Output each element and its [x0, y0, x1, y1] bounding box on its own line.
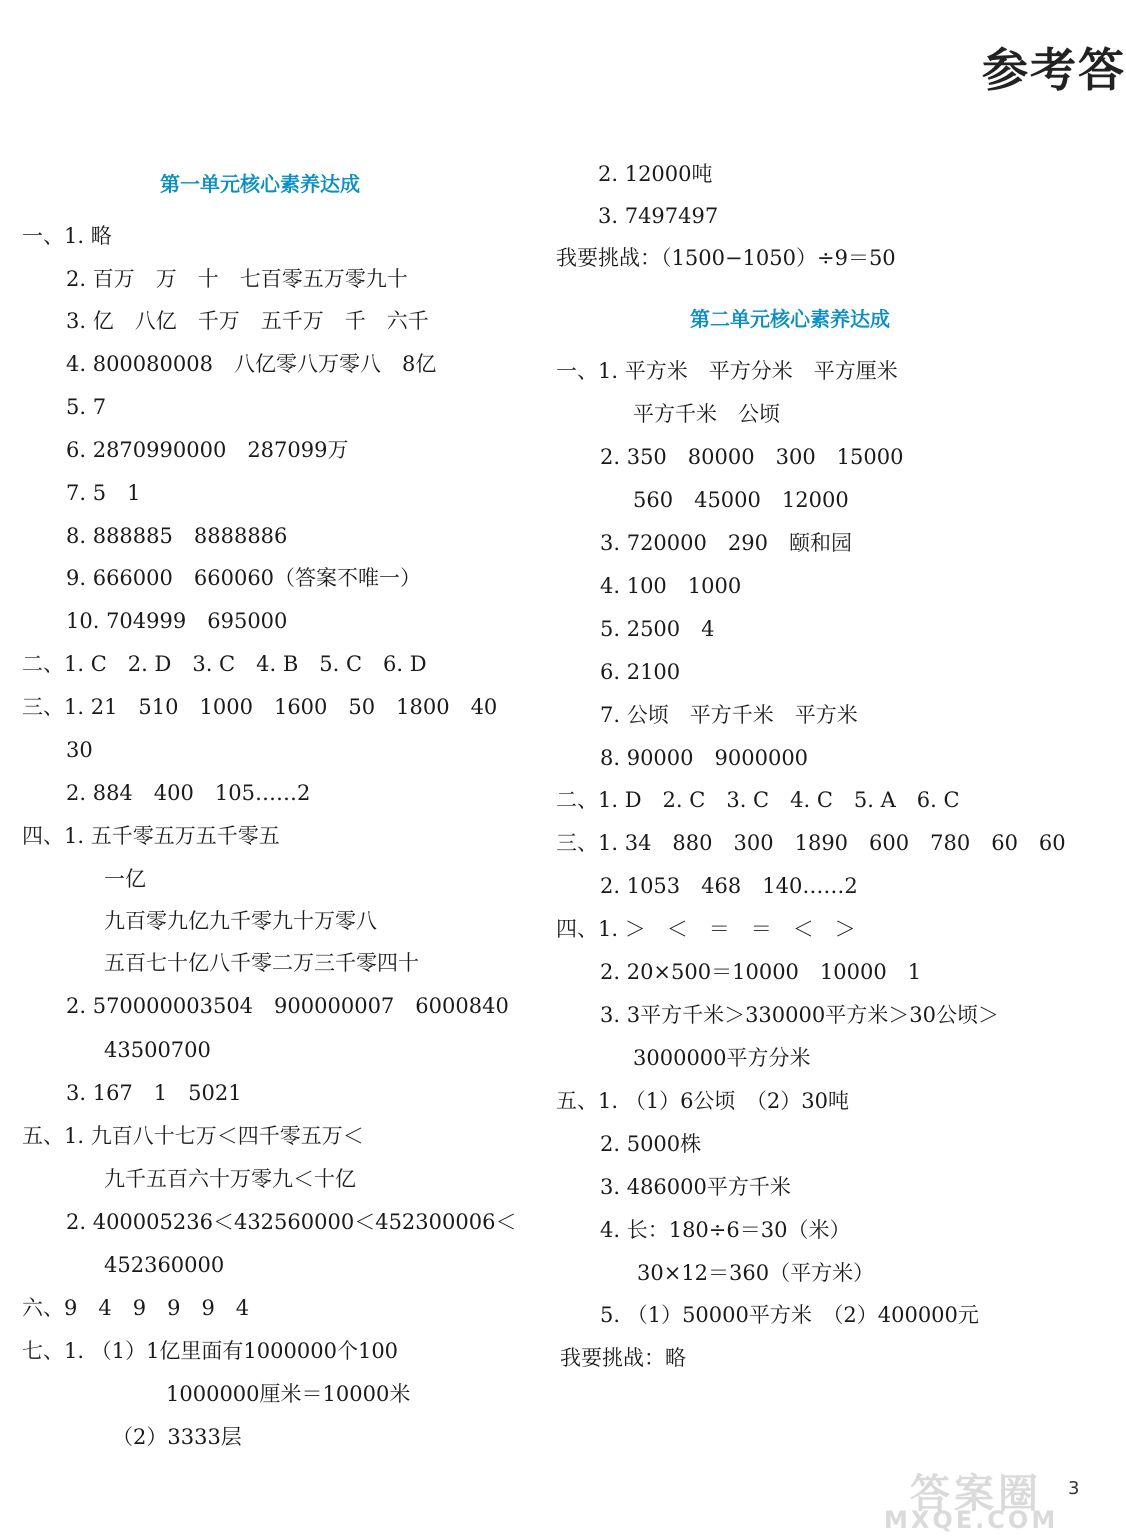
- answer-line: 三、1. 21 510 1000 1600 50 1800 40: [22, 695, 498, 719]
- page-number: 3: [1068, 1478, 1080, 1499]
- answer-line: 8. 90000 9000000: [600, 746, 809, 770]
- answer-line: 3000000平方分米: [633, 1046, 811, 1070]
- right-column: [540, 0, 1085, 1536]
- answer-line: 五百七十亿八千零二万三千零四十: [104, 951, 419, 975]
- page-title: 参考答: [982, 43, 1126, 97]
- answer-line: 五、1. （1）6公顷 （2）30吨: [556, 1089, 850, 1113]
- answer-line: 4. 800080008 八亿零八万零八 8亿: [66, 352, 437, 376]
- answer-line: 2. 百万 万 十 七百零五万零九十: [66, 267, 408, 291]
- answer-line: 四、1. ＞ ＜ ＝ ＝ ＜ ＞: [556, 917, 856, 941]
- answer-line: 四、1. 五千零五万五千零五: [22, 824, 280, 848]
- answer-line: 2. 400005236＜432560000＜452300006＜: [66, 1210, 517, 1234]
- answer-line: 4. 100 1000: [600, 574, 742, 598]
- left-column: [0, 0, 540, 1536]
- unit1-title: 第一单元核心素养达成: [160, 172, 360, 196]
- answer-line: 2. 1053 468 140……2: [600, 874, 858, 898]
- challenge-line: 我要挑战：（1500−1050）÷9＝50: [556, 246, 896, 270]
- answer-line: 一、1. 平方米 平方分米 平方厘米: [556, 359, 898, 383]
- answer-line: 一亿: [104, 867, 146, 891]
- watermark-text: 答案圈: [910, 1471, 1042, 1517]
- challenge-line: 我要挑战：略: [560, 1346, 686, 1370]
- answer-line: 2. 5000株: [600, 1132, 702, 1156]
- answer-line: 2. 570000003504 900000007 6000840: [66, 994, 509, 1018]
- watermark-url: MXQE.COM: [884, 1506, 1059, 1534]
- answer-line: 三、1. 34 880 300 1890 600 780 60 60: [556, 831, 1066, 855]
- answer-line: 3. 486000平方千米: [600, 1175, 791, 1199]
- answer-line: 平方千米 公顷: [633, 402, 780, 426]
- answer-line: 3. 720000 290 颐和园: [600, 531, 852, 555]
- answer-line: 3. 7497497: [598, 204, 719, 228]
- answer-line: 1000000厘米＝10000米: [166, 1382, 411, 1406]
- answer-line: 6. 2870990000 287099万: [66, 438, 349, 462]
- answer-line: 10. 704999 695000: [66, 609, 288, 633]
- answer-line: 4. 长：180÷6＝30（米）: [600, 1218, 851, 1242]
- answer-line: 2. 20×500＝10000 10000 1: [600, 960, 922, 984]
- answer-line: 3. 亿 八亿 千万 五千万 千 六千: [66, 309, 429, 333]
- answer-line: 30: [66, 738, 93, 762]
- answer-line: 2. 350 80000 300 15000: [600, 445, 904, 469]
- answer-line: 九千五百六十万零九＜十亿: [104, 1167, 356, 1191]
- answer-line: 43500700: [104, 1038, 211, 1062]
- answer-line: 7. 公顷 平方千米 平方米: [600, 703, 858, 727]
- answer-line: 560 45000 12000: [633, 488, 849, 512]
- answer-line: 7. 5 1: [66, 481, 141, 505]
- answer-line: 2. 884 400 105……2: [66, 781, 311, 805]
- answer-line: 6. 2100: [600, 660, 681, 684]
- answer-line: 30×12＝360（平方米）: [637, 1261, 875, 1285]
- answer-line: 二、1. C 2. D 3. C 4. B 5. C 6. D: [22, 652, 427, 676]
- answer-line: 2. 12000吨: [598, 162, 713, 186]
- answer-line: 一、1. 略: [22, 224, 112, 248]
- answer-line: 3. 167 1 5021: [66, 1081, 242, 1105]
- answer-line: 3. 3平方千米＞330000平方米＞30公顷＞: [600, 1003, 999, 1027]
- answer-line: 5. 7: [66, 395, 107, 419]
- answer-line: 8. 888885 8888886: [66, 524, 288, 548]
- watermark-logo: [880, 1462, 1085, 1536]
- answer-line: （2）3333层: [112, 1425, 242, 1449]
- answer-line: 9. 666000 660060（答案不唯一）: [66, 566, 422, 590]
- answer-line: 五、1. 九百八十七万＜四千零五万＜: [22, 1124, 364, 1148]
- answer-line: 5. 2500 4: [600, 617, 715, 641]
- answer-line: 452360000: [104, 1253, 225, 1277]
- answer-line: 六、9 4 9 9 9 4: [22, 1296, 250, 1320]
- answer-line: 七、1. （1）1亿里面有1000000个100: [22, 1339, 399, 1363]
- answer-line: 5. （1）50000平方米 （2）400000元: [600, 1303, 979, 1327]
- unit2-title: 第二单元核心素养达成: [690, 307, 890, 331]
- answer-line: 二、1. D 2. C 3. C 4. C 5. A 6. C: [556, 788, 960, 812]
- answer-line: 九百零九亿九千零九十万零八: [104, 909, 377, 933]
